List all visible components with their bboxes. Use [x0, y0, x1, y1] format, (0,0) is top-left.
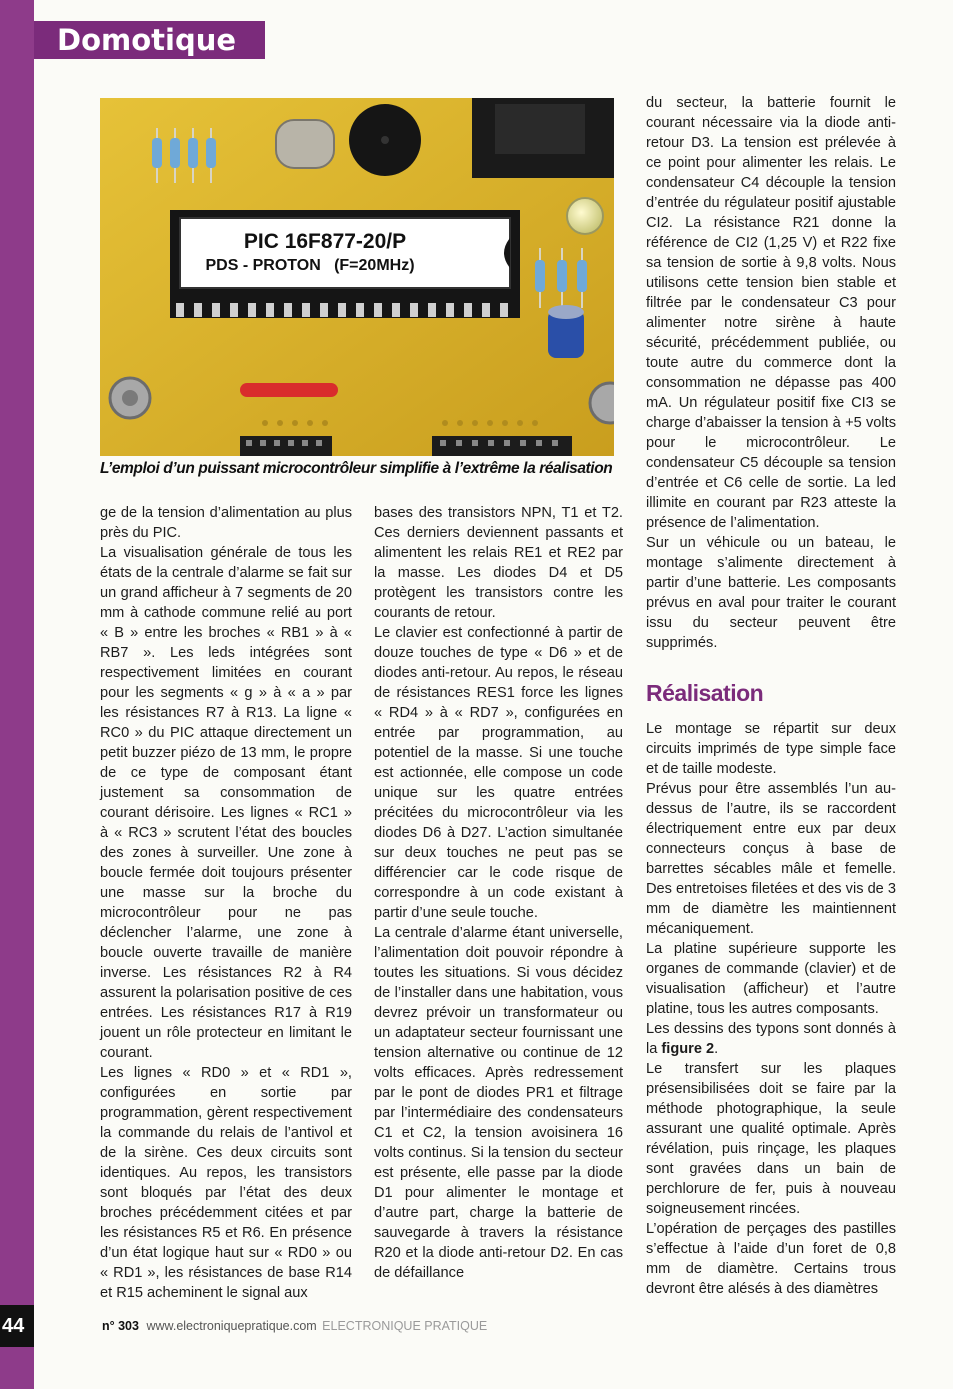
paragraph: L’opération de perçages des pastilles s’effectue à l’aide d’un foret de 0,8 mm de diamètre. Certains trous devront être alésés à des diamètres [646, 1221, 896, 1297]
magazine-name: ELECTRONIQUE PRATIQUE [322, 1319, 488, 1333]
paragraph: Le clavier est confectionné à partir de douze touches de type « D6 » et de diodes anti-retour. Au repos, le réseau de résistances RES1 force les lignes « RD4 » à « RD7 », configurées en entrée par programmation, au potentiel de la masse. Si une touche est actionnée, elle compose un code unique sur les quatre entrées précitées du microcontrôleur via les diodes D6 à D27. L’action simultanée sur deux touches ne peut pas se différencier car le code risque de correspondre à un code existant à partir d’une seule touche. [374, 625, 623, 921]
section-heading-realisation: Réalisation [646, 680, 764, 706]
paragraph: La visualisation générale de tous les états de la centrale d’alarme se fait sur un grand afficheur à 7 segments de 20 mm à cathode commune relié au port « B » entre les broches « RB1 » à « RB7 ». Les leds intégrées sont respectivement limitées en courant pour les segments « g » à « a » par les résistances R7 à R13. La ligne « RC0 » du PIC attaque directement un petit buzzer piézo de 13 mm, le propre de ce type de composant étant justement sa consommation de courant dérisoire. Les lignes « RC1 » à « RC3 » scrutent l’état des boucles des zones à surveiller. Une zone à boucle fermée doit toujours présenter une masse sur la broche du microcontrôleur pour ne pas déclencher l’alarme, une zone à boucle ouverte travaille de manière inverse. Les résistances R2 à R4 assurent la polarisation positive de ces entrées. Les résistances R17 à R19 jouent un rôle protecteur en limitant le courant. [100, 545, 352, 1061]
section-title: Domotique [34, 21, 265, 59]
paragraph: du secteur, la batterie fournit le courant nécessaire via la diode anti-retour D3. La tension est prélevée à ce point pour alimenter les relais. Le condensateur C4 découple la tension d’entrée du régulateur positif ajustable CI2. La résistance R21 donne la référence de CI2 (1,25 V) et R22 fixe sa tension de sortie à 9,8 volts. Nous utilisons cette tension bien stable et filtrée par le condensateur C3 pour alimenter notre sirène à haute sécurité, précédemment publiée, ou toute autre du commerce dont la consommation ne dépasse pas 400 mA. Un régulateur positif fixe CI3 se charge d’abaisser la tension à +5 volts pour le microcontrôleur. Le condensateur C5 découple sa tension d’entrée et C6 celle de sortie. La led illimite en courant par R23 atteste la présence de l’alimentation. [646, 95, 896, 531]
paragraph: ge de la tension d’alimentation au plus près du PIC. [100, 505, 352, 541]
paragraph: La platine supérieure supporte les organes de commande (clavier) et de visualisation (afficheur) et l’autre platine, tous les autres composants. [646, 941, 896, 1017]
chip-label-line2: PDS - PROTON (F=20MHz) [205, 257, 415, 274]
left-color-bar [0, 0, 34, 1389]
paragraph: Le montage se répartit sur deux circuits imprimés de type simple face et de taille modeste. [646, 721, 896, 777]
paragraph: Les lignes « RD0 » et « RD1 », configurées en sortie par programmation, gèrent respectivement la commande du relais de l’antivol et de la sirène. Ces deux circuits sont identiques. Au repos, les transistors sont bloqués par l’état des deux broches précédemment citées et par les résistances R5 et R6. En présence d’un état logique haut sur « RD0 » ou « RD1 », les résistances de base R14 et R15 acheminent le signal aux [100, 1065, 352, 1301]
page-number: 44 [0, 1305, 34, 1347]
text-run: . [714, 1041, 719, 1057]
text-column-1 [100, 503, 352, 1303]
website-link[interactable]: www.electroniquepratique.com [146, 1319, 317, 1333]
paragraph: Le transfert sur les plaques présensibilisées doit se faire par la méthode photographique, la seule assurant une qualité optimale. Après révélation, puis rinçage, les plaques sont gravées dans un bain de perchlorure de fer, puis à nouveau soigneusement rincées. [646, 1061, 896, 1217]
text-column-2 [374, 503, 623, 1283]
chip-label-line1: PIC 16F877-20/P [243, 230, 407, 253]
text-run: Les dessins des typons sont donnés à la [646, 1021, 896, 1057]
text-column-3 [646, 93, 896, 1299]
paragraph-figure-reference [646, 1019, 896, 1059]
paragraph: Prévus pour être assemblés l’un au-dessus de l’autre, ils se raccordent électriquement entre eux par deux connecteurs conçus à base de barrettes sécables mâle et femelle. Des entretoises filetées et des vis de 3 mm de diamètre les maintiennent mécaniquement. [646, 781, 896, 937]
paragraph: La centrale d’alarme étant universelle, l’alimentation doit pouvoir répondre à toutes les situations. Si vous décidez de l’installer dans une habitation, vous devrez prévoir un transformateur ou un adaptateur secteur fournissant une tension alternative ou continue de 12 volts efficaces. Après redressement par le pont de diodes PR1 et filtrage par l’intermédiaire des condensateurs C1 et C2, la tension avoisinera 16 volts continus. Si la tension du secteur est présente, elle passe par la diode D1 pour alimenter le montage et d’autre part, charge la batterie de sauvegarde à travers la résistance R20 et la diode anti-retour D2. En cas de défaillance [374, 925, 623, 1281]
issue-number: n° 303 [102, 1319, 139, 1333]
paragraph: Sur un véhicule ou un bateau, le montage s’alimente directement à partir d’une batterie. Les composants prévus en aval pour traiter le courant issu du secteur peuvent être supprimés. [646, 535, 896, 651]
figure-caption: L’emploi d’un puissant microcontrôleur simplifie à l’extrême la réalisation [100, 460, 613, 477]
paragraph: bases des transistors NPN, T1 et T2. Ces derniers deviennent passants et alimentent les relais RE1 et RE2 par la masse. Les diodes D4 et D5 protègent les transistors contre les courants de retour. [374, 505, 623, 621]
circuit-board-photo [100, 98, 614, 456]
page-footer [102, 1319, 487, 1333]
figure-reference: figure 2 [661, 1041, 715, 1057]
